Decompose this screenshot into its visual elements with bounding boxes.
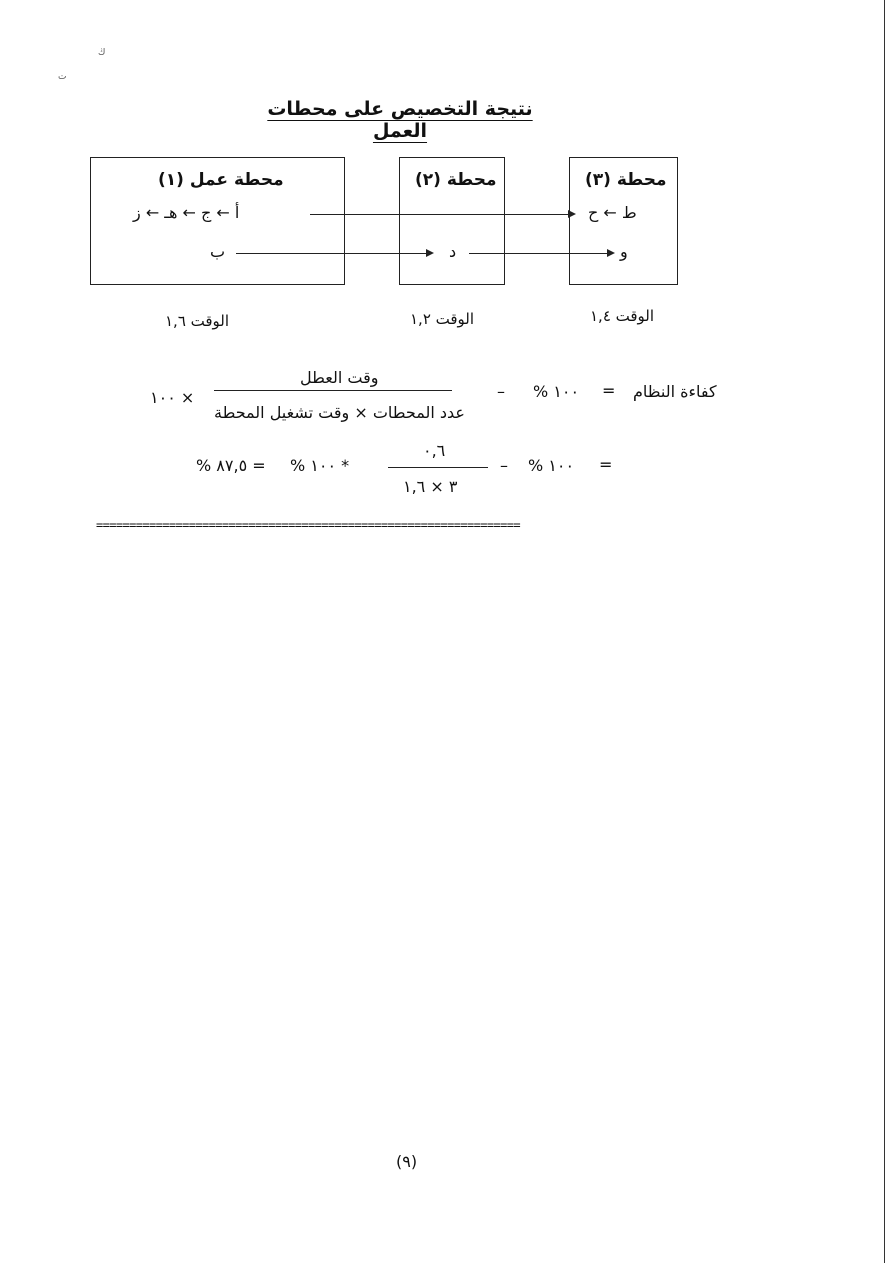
station-3-label: محطة (٣) <box>585 170 667 190</box>
formula2-minus: – <box>500 456 508 475</box>
formula2-fraction-bar <box>388 467 488 468</box>
formula2-numerator: ٠,٦ <box>423 441 446 460</box>
page-number: (٩) <box>396 1152 418 1171</box>
separator-rule: ================================================================ <box>96 518 520 532</box>
flow-row2-station1: ب <box>210 242 226 261</box>
formula2-hundred-pct: ١٠٠ % <box>528 456 575 475</box>
flow-row2-station2: د <box>449 242 457 261</box>
page-title: نتيجة التخصيص على محطات العمل <box>267 98 533 142</box>
arrow-head-icon <box>426 249 434 257</box>
formula1-hundred-pct: ١٠٠ % <box>533 382 580 401</box>
formula2-star-100: * ١٠٠ % <box>290 456 350 475</box>
station-2-label: محطة (٢) <box>415 170 497 190</box>
formula1-times-100: × ١٠٠ <box>150 388 195 407</box>
arrow-head-icon <box>607 249 615 257</box>
formula1-numerator: وقت العطل <box>300 368 379 387</box>
flow-arrow-row2a <box>236 253 428 254</box>
flow-arrow-row1 <box>310 214 570 215</box>
flow-row1-station3: ط ← ح <box>588 203 637 222</box>
station-3-time: الوقت ١,٤ <box>590 307 655 325</box>
scan-edge-line <box>884 0 885 1263</box>
formula2-equals: = <box>599 455 613 474</box>
station-1-time: الوقت ١,٦ <box>165 312 230 330</box>
flow-row2-station3: و <box>620 242 628 261</box>
station-2-time: الوقت ١,٢ <box>410 310 475 328</box>
formula1-denominator: عدد المحطات × وقت تشغيل المحطة <box>214 403 465 422</box>
formula2-denominator: ٣ × ١,٦ <box>403 477 458 496</box>
formula1-lhs: كفاءة النظام <box>633 382 717 401</box>
station-1-label: محطة عمل (١) <box>158 170 284 190</box>
scan-speck: ڬ <box>98 48 106 58</box>
scan-speck: ت <box>58 72 67 82</box>
formula2-result: = ٨٧,٥ % <box>196 456 266 475</box>
formula1-fraction-bar <box>214 390 452 391</box>
formula1-equals: = <box>602 381 616 400</box>
formula1-minus: – <box>497 382 505 401</box>
arrow-head-icon <box>568 210 576 218</box>
flow-arrow-row2b <box>469 253 609 254</box>
flow-row1-station1: أ ← ج ← هـ ← ز <box>133 203 240 222</box>
